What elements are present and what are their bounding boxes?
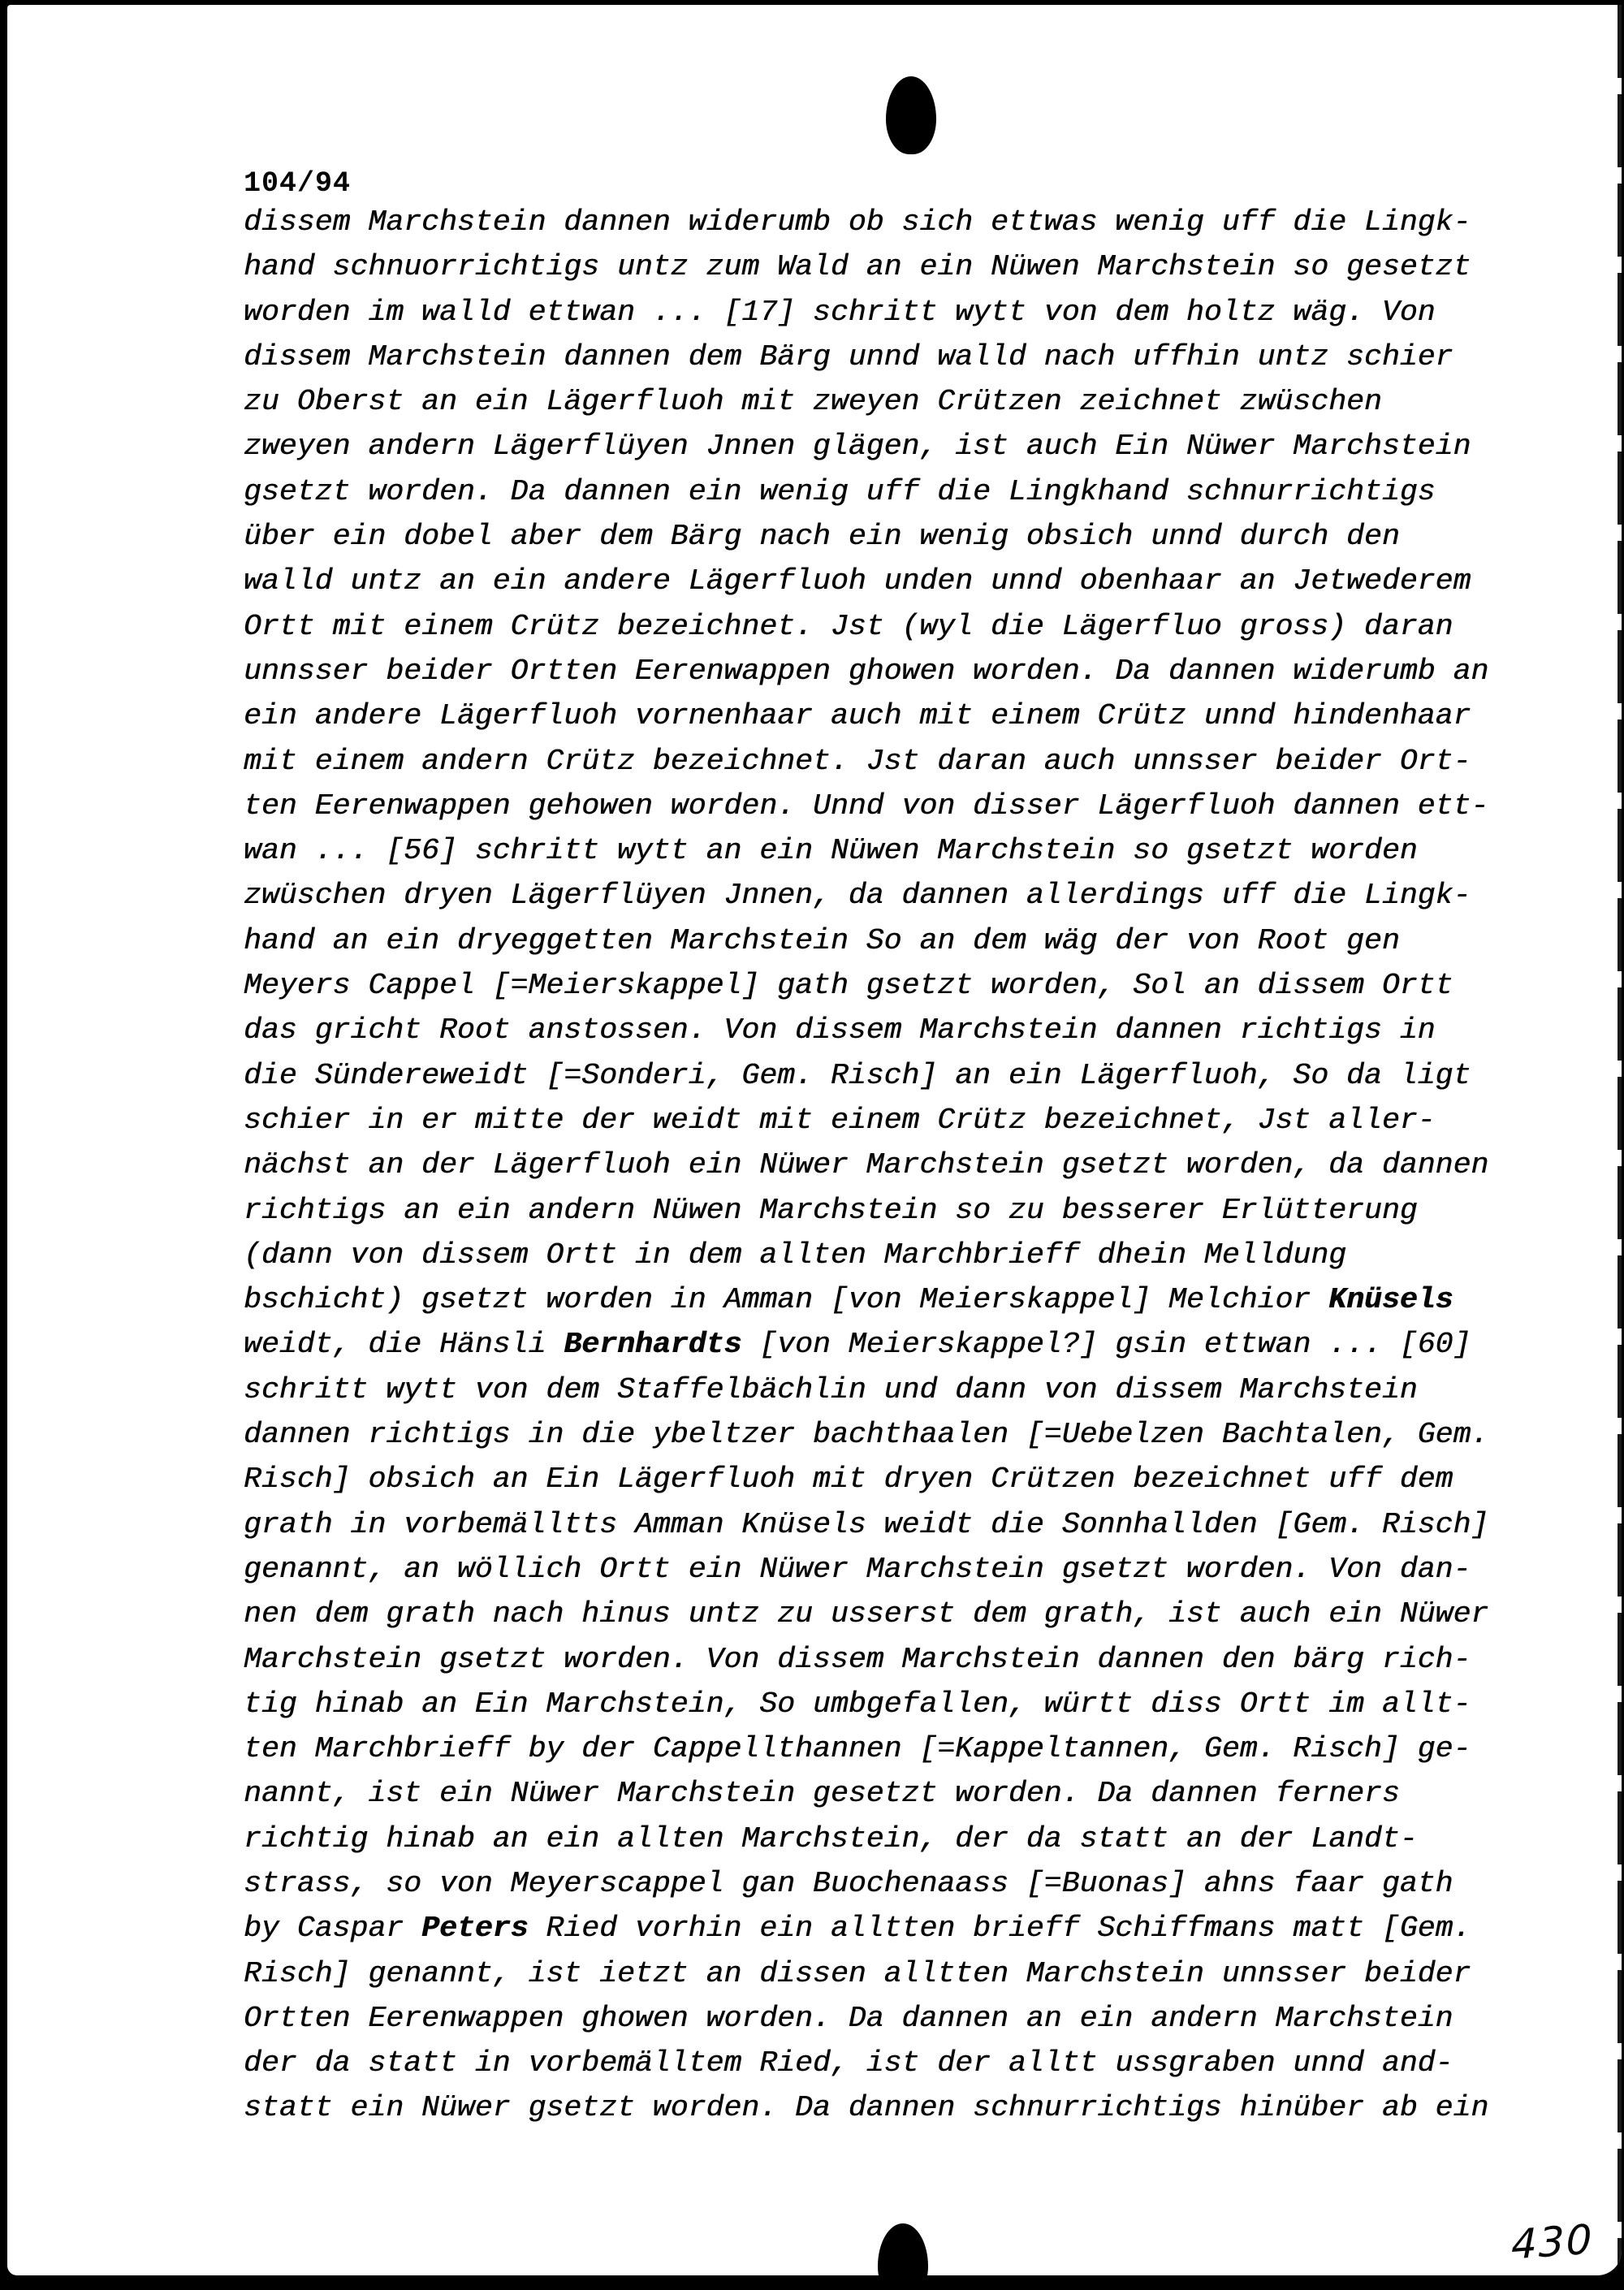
text-run: ein andere Lägerfluoh vornenhaar auch mit einem Crütz unnd hindenhaar: [244, 699, 1471, 733]
text-run: dannen richtigs in die ybeltzer bachthaalen [=Uebelzen Bachtalen, Gem.: [244, 1418, 1489, 1452]
text-run: Ortten Eerenwappen ghowen worden. Da dannen an ein andern Marchstein: [244, 2001, 1453, 2035]
text-run: über ein dobel aber dem Bärg nach ein wenig obsich unnd durch den: [244, 520, 1400, 554]
text-run: Risch] genannt, ist ietzt an dissen alltten Marchstein unnsser beider: [244, 1956, 1471, 1990]
text-run: (dann von dissem Ortt in dem allten Marchbrieff dhein Melldung: [244, 1238, 1347, 1272]
document-line: [244, 828, 1510, 873]
hole-punch-mark-top: [886, 76, 936, 154]
page-header-number: 104/94: [244, 167, 352, 200]
document-line: [244, 1322, 1510, 1367]
text-run: Ried vorhin ein alltten brieff Schiffmans matt [Gem.: [528, 1912, 1471, 1946]
text-run: mit einem andern Crütz bezeichnet. Jst daran auch unnsser beider Ort-: [244, 744, 1471, 778]
bold-name-text: Peters: [421, 1912, 529, 1946]
text-run: zwüschen dryen Lägerflüyen Jnnen, da dannen allerdings uff die Lingk-: [244, 879, 1471, 913]
text-run: Risch] obsich an Ein Lägerfluoh mit dryen Crützen bezeichnet uff dem: [244, 1463, 1453, 1497]
text-run: worden im walld ettwan ... [17] schritt wytt von dem holtz wäg. Von: [244, 295, 1436, 329]
document-line: [244, 1547, 1510, 1592]
document-page: [7, 5, 1622, 2275]
text-run: unnsser beider Ortten Eerenwappen ghowen worden. Da dannen widerumb an: [244, 654, 1489, 688]
document-line: [244, 290, 1510, 335]
text-run: das gricht Root anstossen. Von dissem Marchstein dannen richtigs in: [244, 1013, 1436, 1048]
text-run: weidt, die Hänsli: [244, 1328, 564, 1362]
document-line: [244, 1637, 1510, 1682]
document-line: [244, 1277, 1510, 1322]
document-line: [244, 469, 1510, 514]
document-line: [244, 1098, 1510, 1143]
text-run: [von Meierskappel?] gsin ettwan ... [60]: [741, 1328, 1471, 1362]
document-line: [244, 1008, 1510, 1052]
document-line: [244, 1861, 1510, 1906]
document-line: [244, 1682, 1510, 1726]
document-line: [244, 514, 1510, 559]
text-run: Ortt mit einem Crütz bezeichnet. Jst (wyl die Lägerfluo gross) daran: [244, 609, 1453, 643]
text-run: walld untz an ein andere Lägerfluoh unden unnd obenhaar an Jetwederem: [244, 564, 1471, 598]
bold-name-text: Bernhardts: [564, 1328, 742, 1362]
text-run: der da statt in vorbemälltem Ried, ist der alltt ussgraben unnd and-: [244, 2046, 1453, 2080]
text-run: wan ... [56] schritt wytt an ein Nüwen Marchstein so gsetzt worden: [244, 834, 1418, 868]
document-line: [244, 1592, 1510, 1636]
document-line: [244, 424, 1510, 469]
document-line: [244, 784, 1510, 828]
text-run: nen dem grath nach hinus untz zu usserst dem grath, ist auch ein Nüwer: [244, 1597, 1489, 1631]
text-run: schier in er mitte der weidt mit einem Crütz bezeichnet, Jst aller-: [244, 1103, 1436, 1137]
document-line: [244, 739, 1510, 784]
document-line: [244, 1906, 1510, 1951]
handwritten-page-number: 430: [1511, 2215, 1594, 2269]
document-line: [244, 559, 1510, 603]
document-line: [244, 1368, 1510, 1412]
text-run: grath in vorbemälltts Amman Knüsels weidt die Sonnhallden [Gem. Risch]: [244, 1507, 1489, 1541]
document-line: [244, 379, 1510, 424]
text-run: gsetzt worden. Da dannen ein wenig uff die Lingkhand schnurrichtigs: [244, 474, 1436, 508]
text-run: dissem Marchstein dannen widerumb ob sich ettwas wenig uff die Lingk-: [244, 205, 1471, 239]
text-run: die Sündereweidt [=Sonderi, Gem. Risch] an ein Lägerfluoh, So da ligt: [244, 1058, 1471, 1092]
text-run: richtigs an ein andern Nüwen Marchstein so zu besserer Erlütterung: [244, 1193, 1418, 1227]
document-line: [244, 1143, 1510, 1187]
text-run: zweyen andern Lägerflüyen Jnnen glägen, ist auch Ein Nüwer Marchstein: [244, 430, 1471, 464]
text-run: by Caspar: [244, 1912, 422, 1946]
text-run: nannt, ist ein Nüwer Marchstein gesetzt worden. Da dannen ferners: [244, 1777, 1400, 1811]
document-line: [244, 963, 1510, 1008]
document-line: [244, 1817, 1510, 1861]
document-line: [244, 244, 1510, 289]
scan-right-edge: [1618, 5, 1622, 2275]
document-line: [244, 604, 1510, 649]
text-run: strass, so von Meyerscappel gan Buochenaass [=Buonas] ahns faar gath: [244, 1866, 1453, 1900]
document-line: [244, 873, 1510, 918]
document-line: [244, 1188, 1510, 1233]
document-line: [244, 1771, 1510, 1816]
document-line: [244, 335, 1510, 379]
document-line: [244, 693, 1510, 738]
document-line: [244, 200, 1510, 244]
text-run: Marchstein gsetzt worden. Von dissem Marchstein dannen den bärg rich-: [244, 1642, 1471, 1676]
text-run: statt ein Nüwer gsetzt worden. Da dannen schnurrichtigs hinüber ab ein: [244, 2091, 1489, 2125]
document-line: [244, 918, 1510, 963]
text-run: hand schnuorrichtigs untz zum Wald an ein Nüwen Marchstein so gesetzt: [244, 250, 1471, 284]
text-run: nächst an der Lägerfluoh ein Nüwer Marchstein gsetzt worden, da dannen: [244, 1148, 1489, 1182]
text-run: ten Eerenwappen gehowen worden. Unnd von disser Lägerfluoh dannen ett-: [244, 789, 1489, 823]
document-line: [244, 1053, 1510, 1098]
document-line: [244, 1502, 1510, 1547]
document-line: [244, 1726, 1510, 1771]
document-line: [244, 1233, 1510, 1277]
document-line: [244, 1457, 1510, 1501]
document-line: [244, 1412, 1510, 1457]
document-line: [244, 649, 1510, 693]
hole-punch-mark-bottom: [878, 2223, 928, 2275]
text-run: genannt, an wöllich Ortt ein Nüwer Marchstein gsetzt worden. Von dan-: [244, 1552, 1471, 1586]
bold-name-text: Knüsels: [1328, 1283, 1453, 1317]
text-run: richtig hinab an ein allten Marchstein, der da statt an der Landt-: [244, 1821, 1418, 1856]
text-run: schritt wytt von dem Staffelbächlin und dann von dissem Marchstein: [244, 1372, 1418, 1406]
text-run: tig hinab an Ein Marchstein, So umbgefallen, württ diss Ortt im allt-: [244, 1687, 1471, 1721]
document-line: [244, 2085, 1510, 2130]
text-run: dissem Marchstein dannen dem Bärg unnd walld nach uffhin untz schier: [244, 339, 1453, 374]
text-run: Meyers Cappel [=Meierskappel] gath gsetzt worden, Sol an dissem Ortt: [244, 969, 1453, 1003]
text-run: bschicht) gsetzt worden in Amman [von Meierskappel] Melchior: [244, 1283, 1329, 1317]
text-run: ten Marchbrieff by der Cappellthannen [=Kappeltannen, Gem. Risch] ge-: [244, 1732, 1471, 1766]
document-line: [244, 1951, 1510, 1996]
document-line: [244, 2041, 1510, 2085]
text-run: hand an ein dryeggetten Marchstein So an dem wäg der von Root gen: [244, 923, 1400, 957]
document-line: [244, 1996, 1510, 2041]
document-text-block: [244, 200, 1510, 2131]
text-run: zu Oberst an ein Lägerfluoh mit zweyen Crützen zeichnet zwüschen: [244, 385, 1382, 419]
